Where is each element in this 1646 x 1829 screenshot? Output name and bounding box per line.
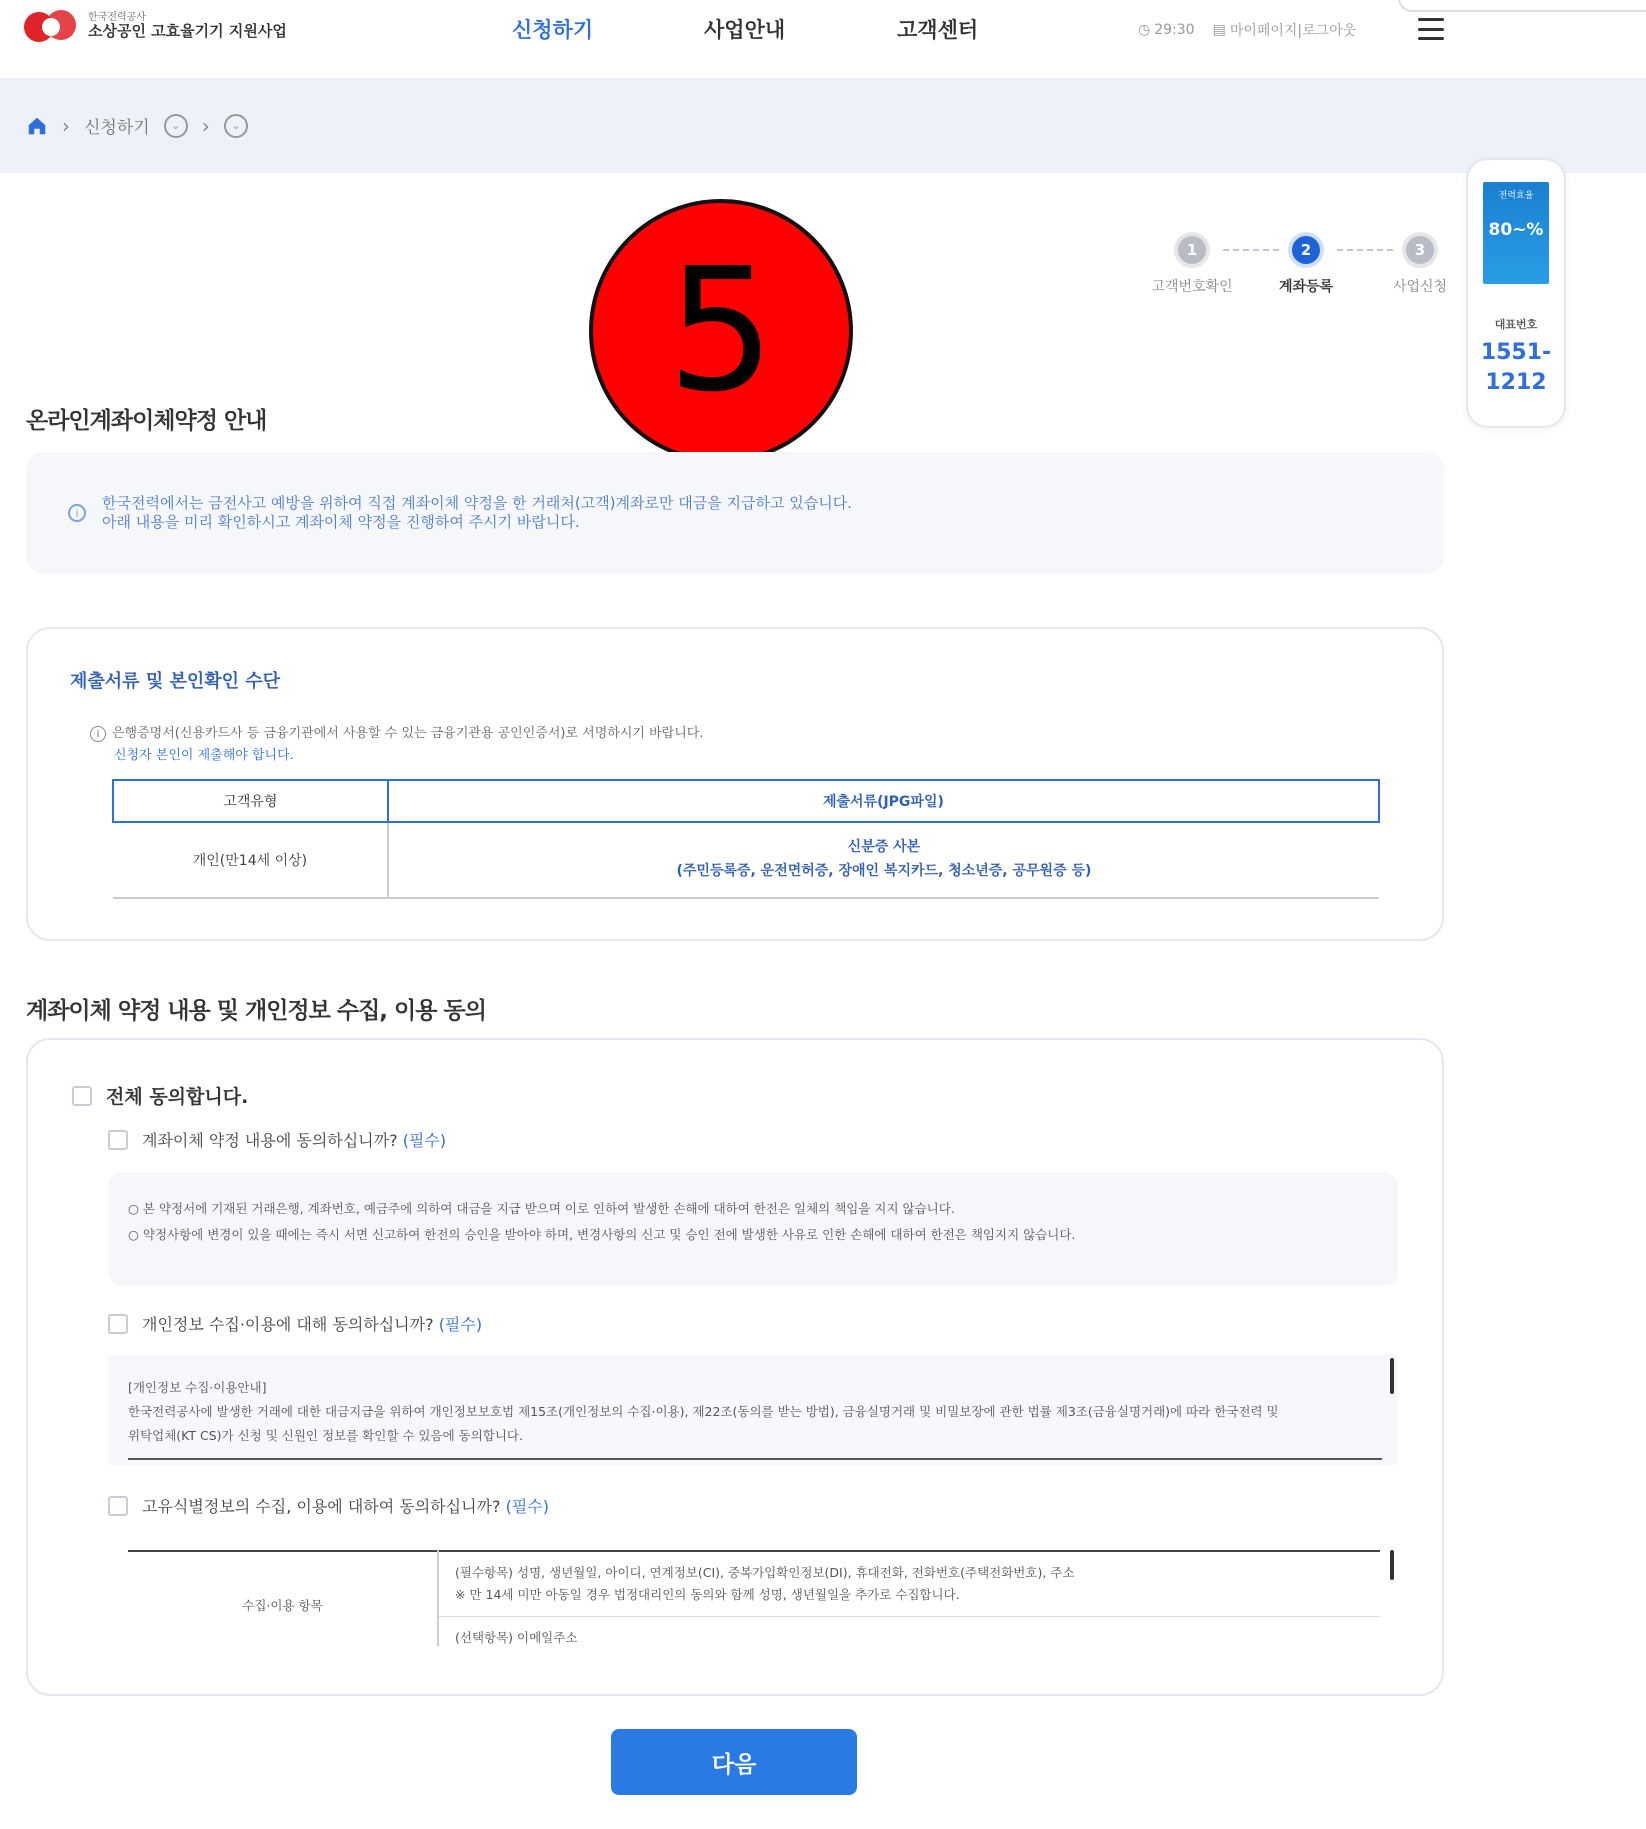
agree-transfer-row[interactable] bbox=[108, 1128, 446, 1151]
agree-all-checkbox[interactable] bbox=[72, 1086, 92, 1106]
unique-id-terms-box[interactable] bbox=[108, 1536, 1398, 1646]
document-examples: (주민등록증, 운전면허증, 장애인 복지카드, 청소년증, 공무원증 등) bbox=[676, 863, 1092, 879]
table-header-documents: 제출서류(JPG파일) bbox=[388, 780, 1379, 822]
agree-unique-id-row[interactable] bbox=[108, 1494, 549, 1517]
transfer-term-2: ○ 약정사항에 변경이 있을 때에는 즉시 서면 신고하여 한전의 승인을 받아야 하며, 변경사항의 신고 및 승인 전에 발생한 사유로 인한 손해에 대하여 한전은 책임지지 않습니다. bbox=[128, 1226, 1076, 1242]
agree-transfer-checkbox[interactable] bbox=[108, 1130, 128, 1150]
scrollbar-thumb[interactable] bbox=[1390, 1550, 1394, 1580]
home-icon[interactable] bbox=[26, 115, 48, 137]
step-annotation-badge: 5 bbox=[589, 199, 853, 463]
step-1 bbox=[1147, 232, 1237, 296]
phone-number[interactable] bbox=[1481, 338, 1551, 397]
transfer-term-1: ○ 본 약정서에 기재된 거래은행, 계좌번호, 예금주에 의하여 대금을 지급 받으며 이로 인하여 발생한 손해에 대하여 한전은 일체의 책임을 지지 않습니다. bbox=[128, 1201, 955, 1216]
step-label: 고객번호확인 bbox=[1151, 279, 1233, 295]
table-header-customer-type: 고객유형 bbox=[113, 780, 388, 822]
banner-value: 80~% bbox=[1488, 220, 1544, 240]
info-box bbox=[26, 452, 1444, 574]
step-label: 계좌등록 bbox=[1278, 279, 1334, 295]
table-cell-customer-type: 개인(만14세 이상) bbox=[113, 822, 388, 898]
privacy-term-2: 위탁업체(KT CS)가 신청 및 신원인 정보를 확인할 수 있음에 동의합니다. bbox=[128, 1427, 523, 1443]
nav-customer-center[interactable]: 고객센터 bbox=[897, 18, 979, 42]
timer-value: 29:30 bbox=[1154, 22, 1195, 38]
section-title-agreement-guide: 온라인계좌이체약정 안내 bbox=[26, 408, 267, 434]
chevron-down-icon[interactable]: ⌄ bbox=[164, 114, 188, 138]
progress-steps bbox=[1140, 232, 1450, 302]
table-cell-documents bbox=[388, 822, 1379, 898]
main-nav bbox=[0, 14, 1646, 50]
nav-business-info[interactable]: 사업안내 bbox=[704, 18, 786, 42]
phone-line-2: 1212 bbox=[1485, 369, 1547, 395]
step-3 bbox=[1375, 232, 1465, 296]
header-utilities bbox=[1138, 20, 1356, 40]
collection-required-items: (필수항목) 성명, 생년월일, 아이디, 연계정보(CI), 중복가입확인정보(DI), 휴대전화, 전화번호(주택전화번호), 주소 bbox=[455, 1565, 1075, 1580]
transfer-terms-box bbox=[108, 1172, 1398, 1286]
info-text bbox=[102, 494, 852, 532]
session-timer[interactable] bbox=[1138, 22, 1195, 38]
agree-unique-id-checkbox[interactable] bbox=[108, 1496, 128, 1516]
chevron-right-icon: › bbox=[201, 113, 210, 138]
privacy-terms-box[interactable] bbox=[108, 1354, 1398, 1466]
info-line-2: 아래 내용을 미리 확인하시고 계좌이체 약정을 진행하여 주시기 바랍니다. bbox=[102, 513, 580, 531]
step-number: 2 bbox=[1288, 232, 1324, 268]
efficiency-banner[interactable] bbox=[1483, 182, 1549, 284]
scrollbar-thumb[interactable] bbox=[1390, 1358, 1394, 1394]
clock-icon: ◷ bbox=[1138, 22, 1151, 38]
table-row bbox=[113, 822, 1379, 898]
documents-table bbox=[112, 779, 1380, 899]
next-button[interactable]: 다음 bbox=[611, 1729, 857, 1795]
documents-title: 제출서류 및 본인확인 수단 bbox=[70, 671, 281, 692]
agree-privacy-label: 개인정보 수집·이용에 대해 동의하십니까? (필수) bbox=[142, 1315, 483, 1334]
step-label: 사업신청 bbox=[1392, 279, 1448, 295]
documents-note-2: 신청자 본인이 제출해야 합니다. bbox=[114, 748, 294, 764]
breadcrumb bbox=[0, 78, 1646, 173]
collection-items-header: 수집·이용 항목 bbox=[128, 1551, 438, 1646]
info-line-1: 한국전력에서는 금전사고 예방을 위하여 직접 계좌이체 약정을 한 거래처(고객)계좌로만 대금을 지급하고 있습니다. bbox=[102, 494, 852, 513]
logo-title: 소상공인 고효율기기 지원사업 bbox=[88, 22, 287, 41]
phone-line-1: 1551- bbox=[1480, 340, 1552, 365]
documents-card bbox=[26, 627, 1444, 941]
document-name: 신분증 사본 bbox=[847, 839, 921, 856]
agree-transfer-label: 계좌이체 약정 내용에 동의하십니까? (필수) bbox=[142, 1131, 447, 1150]
hamburger-icon[interactable] bbox=[1418, 18, 1444, 40]
logo-subtitle: 한국전력공사 bbox=[88, 12, 146, 24]
unique-id-table bbox=[128, 1550, 1380, 1646]
step-2 bbox=[1261, 232, 1351, 296]
step-number: 1 bbox=[1174, 232, 1210, 268]
documents-note-1: 은행증명서(신용카드사 등 금융기관에서 사용할 수 있는 금융기관용 공인인증서)로 서명하시기 바랍니다. bbox=[112, 726, 704, 741]
chevron-right-icon: › bbox=[62, 113, 70, 138]
privacy-term-1: 한국전력공사에 발생한 거래에 대한 대금지급을 위하여 개인정보보호법 제15조(개인정보의 수집·이용), 제22조(동의를 받는 방법), 금융실명거래 및 비밀보장에 관한 법률 제3조(금융실명거래)에 따라 한국전력 및 bbox=[128, 1403, 1279, 1419]
banner-title: 전력효율 bbox=[1498, 191, 1534, 201]
agree-all-row[interactable] bbox=[72, 1082, 248, 1109]
mypage-logout-label: 마이페이지|로그아웃 bbox=[1229, 23, 1357, 39]
phone-label: 대표번호 bbox=[1494, 318, 1538, 331]
consent-card bbox=[26, 1038, 1444, 1696]
popup-edge bbox=[1398, 0, 1646, 12]
agree-privacy-checkbox[interactable] bbox=[108, 1314, 128, 1334]
table-row bbox=[128, 1551, 1380, 1616]
agree-privacy-row[interactable] bbox=[108, 1312, 482, 1335]
section-title-consent: 계좌이체 약정 내용 및 개인정보 수집, 이용 동의 bbox=[26, 998, 486, 1024]
documents-note bbox=[90, 723, 703, 767]
chevron-down-icon[interactable]: ⌄ bbox=[224, 114, 248, 138]
collection-optional-items: (선택항목) 이메일주소 bbox=[438, 1616, 1380, 1646]
agree-all-label: 전체 동의합니다. bbox=[106, 1086, 249, 1108]
collection-minor-note: ※ 만 14세 미만 아동일 경우 법정대리인의 동의와 함께 성명, 생년월일을 추가로 수집합니다. bbox=[455, 1586, 960, 1602]
step-number: 3 bbox=[1402, 232, 1438, 268]
info-icon: i bbox=[68, 504, 86, 522]
quick-side-widget bbox=[1466, 158, 1566, 428]
privacy-term-heading: [개인정보 수집·이용안내] bbox=[128, 1380, 267, 1395]
site-header bbox=[0, 0, 1646, 78]
agree-unique-id-label: 고유식별정보의 수집, 이용에 대하여 동의하십니까? (필수) bbox=[142, 1497, 549, 1516]
nav-apply[interactable]: 신청하기 bbox=[512, 18, 594, 42]
mypage-logout-link[interactable] bbox=[1213, 20, 1357, 40]
breadcrumb-apply[interactable]: 신청하기 bbox=[84, 118, 150, 138]
info-icon: i bbox=[90, 726, 106, 742]
user-icon: ▤ bbox=[1212, 22, 1226, 38]
